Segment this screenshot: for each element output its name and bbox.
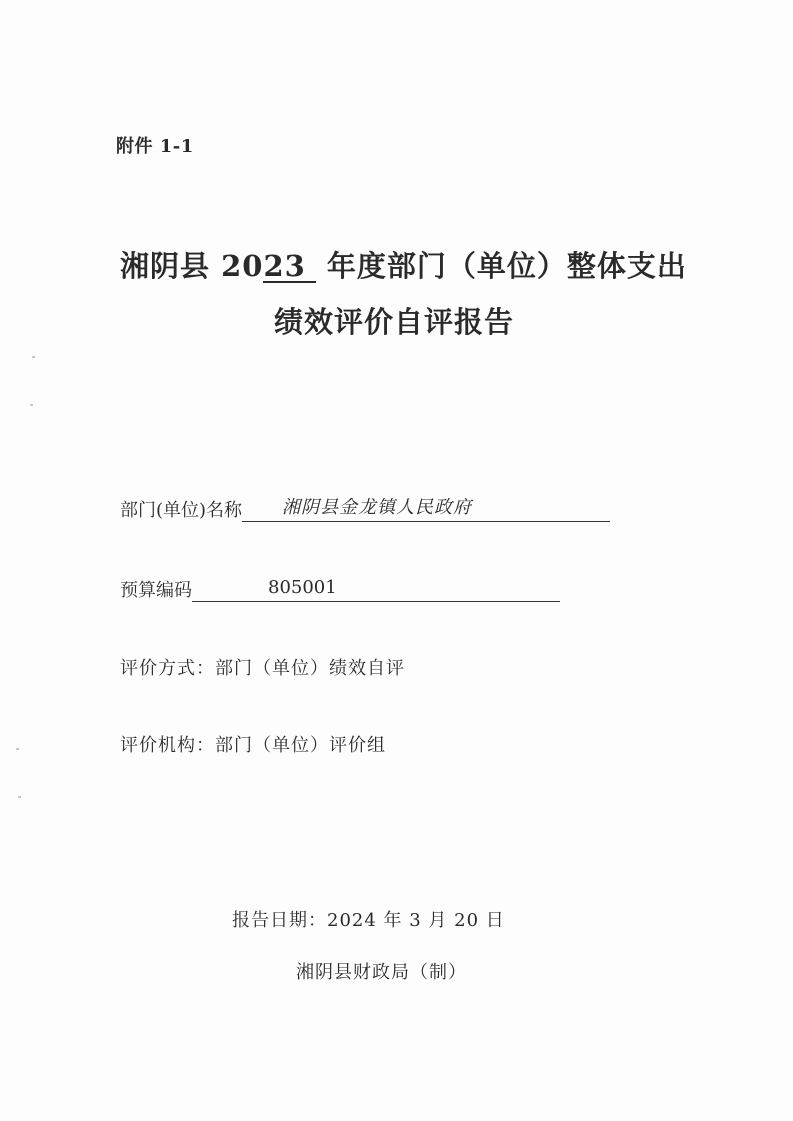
report-date: 报告日期：2024 年 3 月 20 日 (232, 910, 505, 931)
issuer: 湘阴县财政局（制） (296, 962, 467, 983)
evaluation-method: 评价方式：部门（单位）绩效自评 (120, 658, 405, 679)
scan-speck (16, 748, 19, 750)
dept-name-value: 湘阴县金龙镇人民政府 (282, 497, 473, 518)
report-title-line2: 绩效评价自评报告 (274, 305, 515, 339)
report-title-line1 (120, 244, 687, 285)
dept-name-line (242, 497, 610, 522)
dept-name-field (120, 496, 610, 522)
scan-speck (32, 356, 35, 358)
dept-name-label: 部门(单位)名称 (120, 500, 243, 521)
budget-code-field (120, 576, 560, 602)
evaluation-agency: 评价机构：部门（单位）评价组 (120, 735, 386, 756)
scan-speck (18, 796, 21, 798)
attachment-label: 附件 1-1 (116, 136, 194, 157)
scan-speck (30, 404, 33, 406)
title-suffix: 年度部门（单位）整体支出 (315, 249, 687, 283)
title-year-fill: 23 (263, 251, 315, 283)
budget-code-label: 预算编码 (120, 580, 192, 601)
budget-code-value: 805001 (268, 577, 337, 598)
budget-code-line (192, 577, 560, 602)
title-prefix: 湘阴县 20 (120, 249, 264, 283)
